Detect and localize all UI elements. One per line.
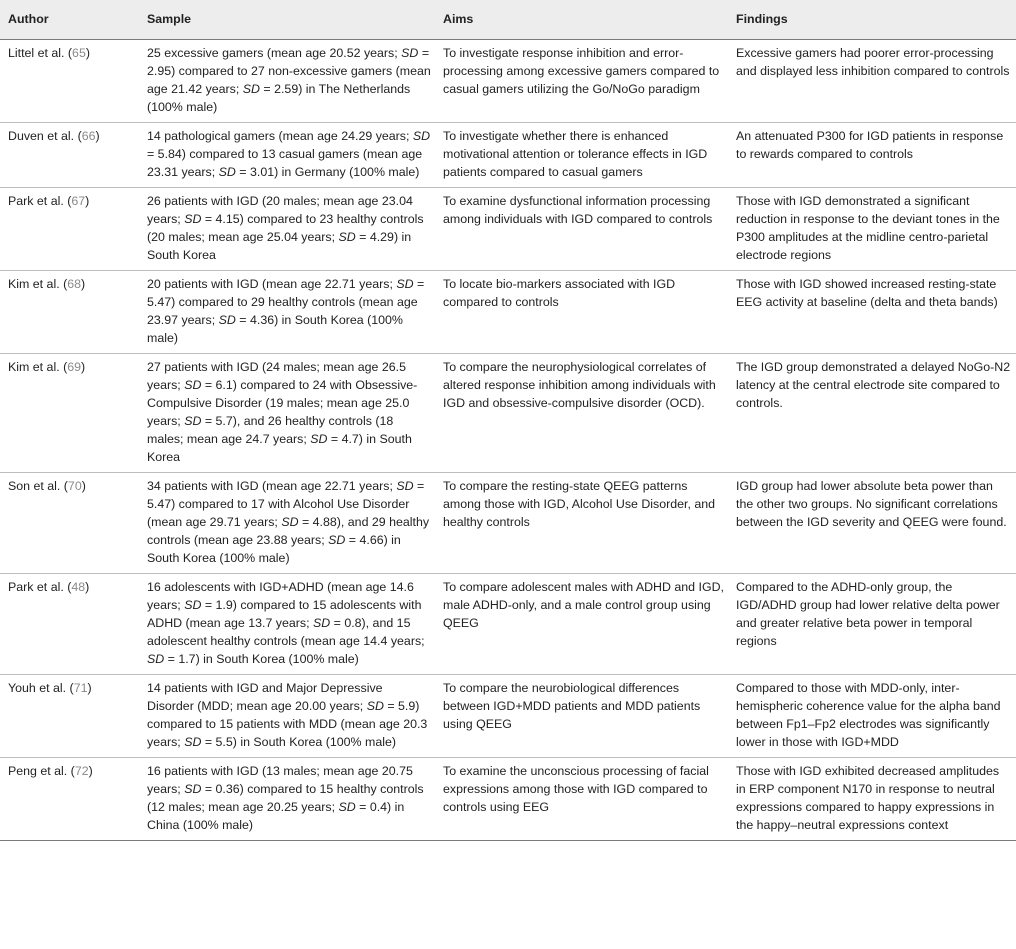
cell-aims: To examine the unconscious processing of facial expressions among those with IGD compared to controls using EEG (435, 758, 728, 841)
cell-author: Son et al. (70) (0, 473, 139, 574)
cell-aims: To compare the neurophysiological correlates of altered response inhibition among individuals with IGD and obsessive-compulsive disorder (OCD). (435, 354, 728, 473)
cell-author: Kim et al. (69) (0, 354, 139, 473)
header-author: Author (0, 0, 139, 40)
cell-findings: The IGD group demonstrated a delayed NoGo-N2 latency at the central electrode site compared to controls. (728, 354, 1016, 473)
header-sample: Sample (139, 0, 435, 40)
cell-aims: To compare the neurobiological differences between IGD+MDD patients and MDD patients using QEEG (435, 675, 728, 758)
cell-author: Littel et al. (65) (0, 40, 139, 123)
reference-link[interactable]: 69 (67, 360, 82, 374)
cell-aims: To investigate whether there is enhanced motivational attention or tolerance effects in IGD patients compared to casual gamers (435, 123, 728, 188)
cell-aims: To compare adolescent males with ADHD and IGD, male ADHD-only, and a male control group using QEEG (435, 574, 728, 675)
reference-link[interactable]: 70 (67, 479, 82, 493)
cell-sample: 20 patients with IGD (mean age 22.71 years; SD = 5.47) compared to 29 healthy controls (mean age 23.97 years; SD = 4.36) in South Korea (100% male) (139, 271, 435, 354)
table-row (0, 675, 1016, 758)
cell-findings: Compared to the ADHD-only group, the IGD/ADHD group had lower relative delta power and greater relative beta power in temporal regions (728, 574, 1016, 675)
cell-findings: Those with IGD exhibited decreased amplitudes in ERP component N170 in response to neutral expressions compared to happy expressions in the happy–neutral expressions context (728, 758, 1016, 841)
cell-author: Park et al. (67) (0, 188, 139, 271)
cell-findings: Compared to those with MDD-only, inter-hemispheric coherence value for the alpha band between Fp1–Fp2 electrodes was significantly lower in those with IGD+MDD (728, 675, 1016, 758)
reference-link[interactable]: 67 (71, 194, 86, 208)
cell-findings: Excessive gamers had poorer error-processing and displayed less inhibition compared to controls (728, 40, 1016, 123)
cell-aims: To locate bio-markers associated with IGD compared to controls (435, 271, 728, 354)
reference-link[interactable]: 65 (72, 46, 86, 60)
cell-author: Peng et al. (72) (0, 758, 139, 841)
cell-sample: 27 patients with IGD (24 males; mean age 26.5 years; SD = 6.1) compared to 24 with Obsessive-Compulsive Disorder (19 males; mean age 25.0 years; SD = 5.7), and 26 healthy controls (18 males; mean age 24.7 years; SD = 4.7) in South Korea (139, 354, 435, 473)
table-row (0, 574, 1016, 675)
table-row (0, 40, 1016, 123)
cell-sample: 14 pathological gamers (mean age 24.29 years; SD = 5.84) compared to 13 casual gamers (mean age 23.31 years; SD = 3.01) in Germany (100% male) (139, 123, 435, 188)
cell-findings: IGD group had lower absolute beta power than the other two groups. No significant correlations between the IGD severity and QEEG were found. (728, 473, 1016, 574)
cell-sample: 25 excessive gamers (mean age 20.52 years; SD = 2.95) compared to 27 non-excessive gamers (mean age 21.42 years; SD = 2.59) in The Netherlands (100% male) (139, 40, 435, 123)
cell-sample: 16 patients with IGD (13 males; mean age 20.75 years; SD = 0.36) compared to 15 healthy controls (12 males; mean age 20.25 years; SD = 0.4) in China (100% male) (139, 758, 435, 841)
header-aims: Aims (435, 0, 728, 40)
cell-author: Duven et al. (66) (0, 123, 139, 188)
cell-findings: Those with IGD demonstrated a significant reduction in response to the deviant tones in the P300 amplitudes at the midline centro-parietal electrode regions (728, 188, 1016, 271)
cell-sample: 16 adolescents with IGD+ADHD (mean age 14.6 years; SD = 1.9) compared to 15 adolescents with ADHD (mean age 13.7 years; SD = 0.8), and 15 adolescent healthy controls (mean age 14.4 years; SD = 1.7) in South Korea (100% male) (139, 574, 435, 675)
cell-sample: 14 patients with IGD and Major Depressive Disorder (MDD; mean age 20.00 years; SD = 5.9) compared to 15 patients with MDD (mean age 20.3 years; SD = 5.5) in South Korea (100% male) (139, 675, 435, 758)
header-findings: Findings (728, 0, 1016, 40)
cell-aims: To investigate response inhibition and error-processing among excessive gamers compared to casual gamers utilizing the Go/NoGo paradigm (435, 40, 728, 123)
reference-link[interactable]: 71 (73, 681, 88, 695)
cell-findings: An attenuated P300 for IGD patients in response to rewards compared to controls (728, 123, 1016, 188)
cell-author: Park et al. (48) (0, 574, 139, 675)
reference-link[interactable]: 48 (71, 580, 86, 594)
cell-aims: To compare the resting-state QEEG patterns among those with IGD, Alcohol Use Disorder, and healthy controls (435, 473, 728, 574)
table-row (0, 271, 1016, 354)
cell-findings: Those with IGD showed increased resting-state EEG activity at baseline (delta and theta bands) (728, 271, 1016, 354)
cell-author: Kim et al. (68) (0, 271, 139, 354)
header-row (0, 0, 1016, 40)
cell-aims: To examine dysfunctional information processing among individuals with IGD compared to controls (435, 188, 728, 271)
reference-link[interactable]: 68 (67, 277, 82, 291)
table-row (0, 473, 1016, 574)
reference-link[interactable]: 66 (81, 129, 96, 143)
table-row (0, 123, 1016, 188)
cell-sample: 26 patients with IGD (20 males; mean age 23.04 years; SD = 4.15) compared to 23 healthy controls (20 males; mean age 25.04 years; SD = 4.29) in South Korea (139, 188, 435, 271)
table-row (0, 758, 1016, 841)
cell-author: Youh et al. (71) (0, 675, 139, 758)
reference-link[interactable]: 72 (74, 764, 89, 778)
table-row (0, 354, 1016, 473)
cell-sample: 34 patients with IGD (mean age 22.71 years; SD = 5.47) compared to 17 with Alcohol Use Disorder (mean age 29.71 years; SD = 4.88), and 29 healthy controls (mean age 23.88 years; SD = 4.66) in South Korea (100% male) (139, 473, 435, 574)
table-row (0, 188, 1016, 271)
